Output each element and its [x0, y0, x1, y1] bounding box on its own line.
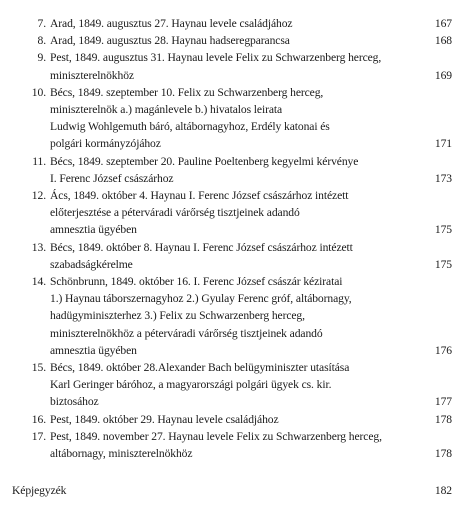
entry-number: 12. [31, 189, 46, 203]
entry-number: 11. [32, 154, 46, 168]
entry-page-number: 178 [434, 412, 452, 426]
toc-entry [12, 32, 452, 49]
entry-text: Arad, 1849. augusztus 28. Haynau hadseregparancsa [50, 34, 290, 48]
table-of-contents [12, 15, 452, 499]
toc-entry-kepjegyzek [12, 482, 452, 499]
entry-text: Ludwig Wohlgemuth báró, altábornagyhoz, Erdély katonai és [50, 120, 330, 134]
entry-number: 9. [37, 51, 46, 65]
entry-text: Arad, 1849. augusztus 27. Haynau levele családjához [50, 17, 293, 30]
entry-number: 7. [37, 17, 46, 30]
entry-text: I. Ferenc József császárhoz [50, 171, 174, 185]
entry-text: amnesztia ügyében [50, 223, 137, 237]
entry-page-number: 173 [434, 171, 452, 185]
entry-text: Bécs, 1849. szeptember 10. Felix zu Schwarzenberg herceg, [50, 85, 324, 99]
entry-text: Schönbrunn, 1849. október 16. I. Ferenc József császár kéziratai [50, 275, 343, 289]
entry-number: 13. [31, 240, 46, 254]
entry-text: Karl Geringer báróhoz, a magyarországi polgári ügyek cs. kir. [50, 378, 332, 392]
entry-page-number: 167 [434, 17, 452, 30]
toc-entry [12, 49, 452, 83]
entry-page-number: 168 [434, 34, 452, 48]
entry-text: miniszterelnökhöz [50, 68, 134, 82]
toc-entry [12, 411, 452, 428]
entry-number: 15. [31, 361, 46, 375]
toc-entry [12, 15, 452, 32]
entry-text: biztosához [50, 395, 99, 409]
entry-page-number: 175 [434, 257, 452, 271]
toc-entry [12, 84, 452, 153]
entry-text: Bécs, 1849. október 8. Haynau I. Ferenc József császárhoz intézett [50, 240, 353, 254]
section-spacer [12, 462, 452, 482]
entry-text: 1.) Haynau táborszernagyhoz 2.) Gyulay Ferenc gróf, altábornagy, [50, 292, 352, 306]
entry-page-number: 182 [434, 484, 452, 498]
entry-number: 14. [31, 275, 46, 289]
entry-page-number: 176 [434, 343, 452, 357]
entry-text: Bécs, 1849. szeptember 20. Pauline Poeltenberg kegyelmi kérvénye [50, 154, 359, 168]
toc-entry [12, 239, 452, 273]
toc-entry [12, 428, 452, 462]
entry-text: Pest, 1849. október 29. Haynau levele családjához [50, 412, 279, 426]
entry-page-number: 178 [434, 447, 452, 461]
entry-page-number: 175 [434, 223, 452, 237]
entry-text: szabadságkérelme [50, 257, 133, 271]
entry-text: altábornagy, miniszterelnökhöz [50, 447, 193, 461]
entry-text: előterjesztése a péterváradi várőrség tisztjeinek adandó [50, 206, 300, 220]
entry-text: Pest, 1849. augusztus 31. Haynau levele Felix zu Schwarzenberg herceg, [50, 51, 382, 65]
entry-text: Ács, 1849. október 4. Haynau I. Ferenc József császárhoz intézett [50, 189, 349, 203]
toc-entry [12, 359, 452, 411]
entry-page-number: 171 [434, 137, 452, 151]
entry-text: Bécs, 1849. október 28.Alexander Bach belügyminiszter utasítása [50, 361, 350, 375]
entry-number: 16. [31, 412, 46, 426]
entry-text: Pest, 1849. november 27. Haynau levele Felix zu Schwarzenberg herceg, [50, 429, 382, 443]
entry-text: amnesztia ügyében [50, 343, 137, 357]
entry-page-number: 177 [434, 395, 452, 409]
toc-entry [12, 273, 452, 359]
entry-number: 8. [37, 34, 46, 48]
entry-number: 10. [31, 85, 46, 99]
entry-number: 17. [31, 429, 46, 443]
toc-entry [12, 153, 452, 187]
entry-text: hadügyminiszterhez 3.) Felix zu Schwarzenberg herceg, [50, 309, 305, 323]
entry-text: miniszterelnökhöz a péterváradi várőrség tisztjeinek adandó [50, 326, 323, 340]
entry-text: polgári kormányzójához [50, 137, 161, 151]
entry-page-number: 169 [434, 68, 452, 82]
toc-entry [12, 187, 452, 239]
entry-text: Képjegyzék [12, 484, 67, 498]
entry-text: miniszterelnök a.) magánlevele b.) hivatalos leirata [50, 103, 283, 117]
